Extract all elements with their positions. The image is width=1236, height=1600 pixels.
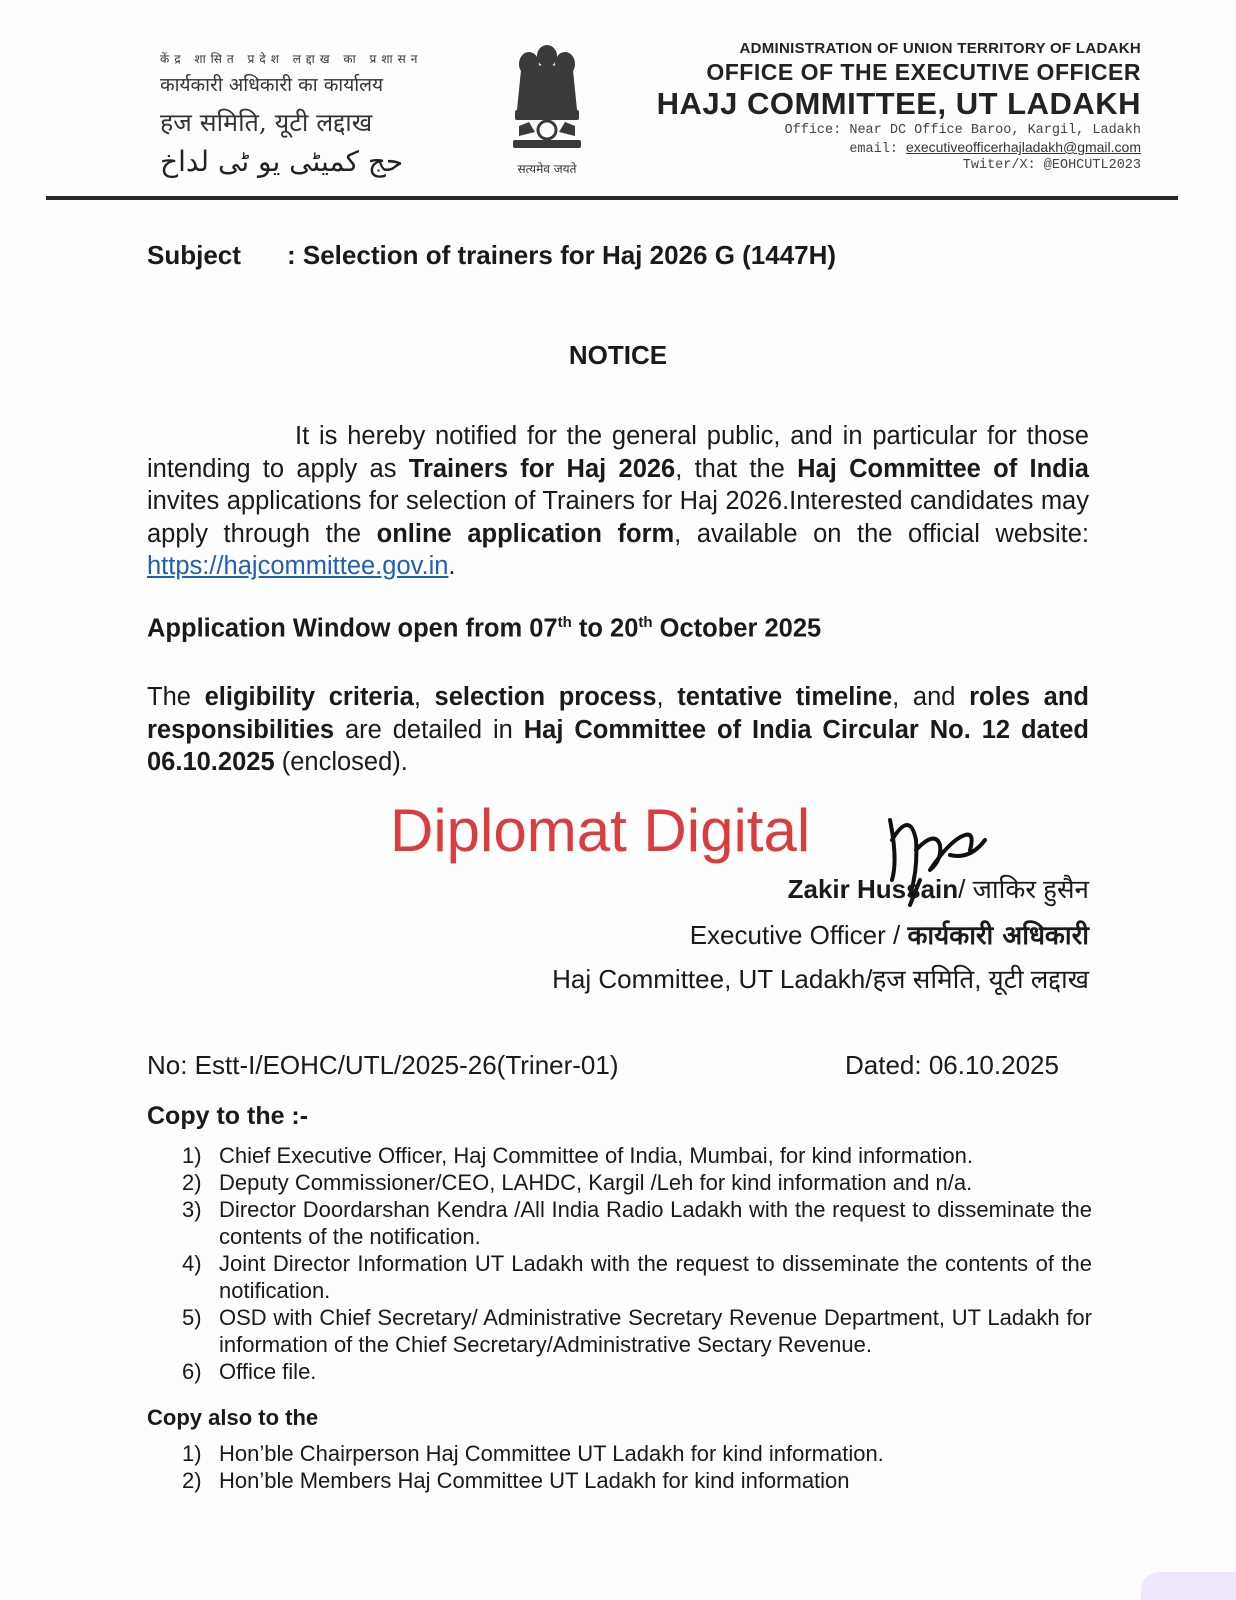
p2-bold-eligibility: eligibility criteria <box>204 683 414 711</box>
p2-text-1: The <box>147 683 205 711</box>
reference-number: No: Estt-I/EOHC/UTL/2025-26(Triner-01) <box>147 1050 619 1080</box>
p2-text-5: are detailed in <box>334 715 524 744</box>
letterhead-office-line: OFFICE OF THE EXECUTIVE OFFICER <box>706 59 1141 85</box>
letterhead-committee-line: HAJJ COMMITTEE, UT LADAKH <box>656 86 1141 121</box>
p2-text-2: , <box>413 683 435 711</box>
signatory-name <box>788 870 1089 906</box>
p2-bold-selection: selection process <box>434 683 657 711</box>
p1-text-4: , available on the official website: <box>674 519 1090 548</box>
list-item <box>182 1467 1092 1494</box>
window-middle: to 20 <box>571 614 639 643</box>
copy-also-list <box>182 1440 1092 1494</box>
list-item <box>182 1304 1092 1358</box>
p2-text-3: , <box>656 683 678 711</box>
list-item-text: Hon’ble Members Haj Committee UT Ladakh for kind information <box>219 1468 850 1493</box>
p1-text-3: invites applications for selection of Trainers for Haj 2026.Interested candidates may apply through the <box>147 487 1089 548</box>
letterhead-urdu-committee: حج کمیٹی یو ٹی لداخ <box>160 145 404 178</box>
letterhead-hindi-admin: केंद्र शासित प्रदेश लद्दाख का प्रशासन <box>160 52 423 66</box>
list-item-text: Director Doordarshan Kendra /All India Radio Ladakh with the request to disseminate the contents of the notification. <box>219 1197 1092 1249</box>
letterhead-address: Office: Near DC Office Baroo, Kargil, Ladakh <box>784 123 1141 138</box>
list-item-text: OSD with Chief Secretary/ Administrative Secretary Revenue Department, UT Ladakh for information of the Chief Secretary/Administrative Sectary Revenue. <box>219 1305 1092 1357</box>
p2-bold-timeline: tentative timeline <box>677 683 893 711</box>
designation-hi: कार्यकारी अधिकारी <box>907 921 1089 951</box>
p2-bold-circular: Haj Committee of India Circular No. 12 dated 06.10.2025 <box>147 715 1089 776</box>
list-item <box>182 1196 1092 1250</box>
letterhead-divider <box>46 196 1178 200</box>
letterhead-twitter: Twiter/X: @EOHCUTL2023 <box>962 158 1141 173</box>
letterhead-hindi-office: कार्यकारी अधिकारी का कार्यालय <box>160 74 384 96</box>
p1-text-5: . <box>448 552 456 580</box>
list-item-text: Hon’ble Chairperson Haj Committee UT Ladakh for kind information. <box>219 1441 884 1466</box>
list-item-text: Chief Executive Officer, Haj Committee of India, Mumbai, for kind information. <box>219 1143 974 1168</box>
list-item-number: 3) <box>182 1197 202 1222</box>
list-item <box>182 1358 1092 1385</box>
copy-to-list <box>182 1142 1092 1385</box>
list-item-number: 5) <box>182 1305 202 1330</box>
emblem-motto: सत्यमेव जयते <box>517 162 577 176</box>
window-suffix: October 2025 <box>652 614 822 643</box>
signatory-name-hi: / जाकिर हुसैन <box>958 874 1089 904</box>
subject-text: : Selection of trainers for Haj 2026 G (1447H) <box>287 240 837 270</box>
dated: Dated: 06.10.2025 <box>845 1050 1059 1080</box>
website-link[interactable]: https://hajcommittee.gov.in <box>147 552 449 580</box>
window-sup-2: th <box>638 614 653 631</box>
list-item-text: Deputy Commissioner/CEO, LAHDC, Kargil /Leh for kind information and n/a. <box>219 1170 973 1195</box>
p2-text-4: , and <box>892 683 970 711</box>
subject-line <box>147 240 836 271</box>
notice-paragraph-2 <box>147 681 1089 779</box>
watermark-text: Diplomat Digital <box>390 797 811 864</box>
list-item-number: 4) <box>182 1251 202 1276</box>
list-item <box>182 1250 1092 1304</box>
p1-bold-trainers: Trainers for Haj 2026 <box>408 454 676 483</box>
corner-tab <box>1141 1572 1236 1600</box>
list-item-number: 2) <box>182 1468 202 1493</box>
list-item <box>182 1142 1092 1169</box>
window-prefix: Application Window open from 07 <box>147 614 558 643</box>
notice-paragraph-1 <box>147 420 1089 583</box>
p2-bold-roles: roles and responsibilities <box>147 683 1090 744</box>
copy-also-heading: Copy also to the <box>147 1405 319 1430</box>
p1-bold-committee: Haj Committee of India <box>797 454 1089 483</box>
p2-text-6: (enclosed). <box>274 748 408 776</box>
p1-bold-form: online application form <box>376 519 675 548</box>
list-item-number: 2) <box>182 1170 202 1195</box>
p1-text-1: It is hereby notified for the general public, and in particular for those intending to apply as <box>147 422 1089 483</box>
lion-capital-emblem-icon <box>507 40 587 158</box>
subject-label: Subject <box>147 240 241 270</box>
list-item-number: 6) <box>182 1359 202 1384</box>
letterhead-email-row <box>621 139 1141 157</box>
list-item-number: 1) <box>182 1143 202 1168</box>
copy-to-heading: Copy to the :- <box>147 1102 309 1130</box>
list-item <box>182 1440 1092 1467</box>
signatory-office: Haj Committee, UT Ladakh/हज समिति, यूटी लद्दाख <box>552 964 1089 994</box>
notice-title: NOTICE <box>568 340 668 370</box>
list-item <box>182 1169 1092 1196</box>
p1-text-2: , that the <box>675 454 798 483</box>
list-item-text: Office file. <box>219 1359 317 1384</box>
signatory-name-en: Zakir Hussain <box>787 874 959 904</box>
letterhead-left <box>160 50 470 178</box>
state-emblem <box>502 40 592 177</box>
letterhead-right <box>621 40 1141 173</box>
designation-en: Executive Officer / <box>689 920 908 950</box>
letterhead-admin-line: ADMINISTRATION OF UNION TERRITORY OF LADAKH <box>739 40 1141 57</box>
application-window <box>147 614 821 644</box>
list-item-text: Joint Director Information UT Ladakh with the request to disseminate the contents of the notification. <box>219 1251 1092 1303</box>
letterhead-hindi-committee: हज समिति, यूटी लद्दाख <box>160 108 373 137</box>
signatory-designation <box>690 916 1089 952</box>
list-item-number: 1) <box>182 1441 202 1466</box>
window-sup-1: th <box>557 614 572 631</box>
email-label: email: <box>849 142 898 157</box>
email-link[interactable]: executiveofficerhajladakh@gmail.com <box>906 139 1141 155</box>
